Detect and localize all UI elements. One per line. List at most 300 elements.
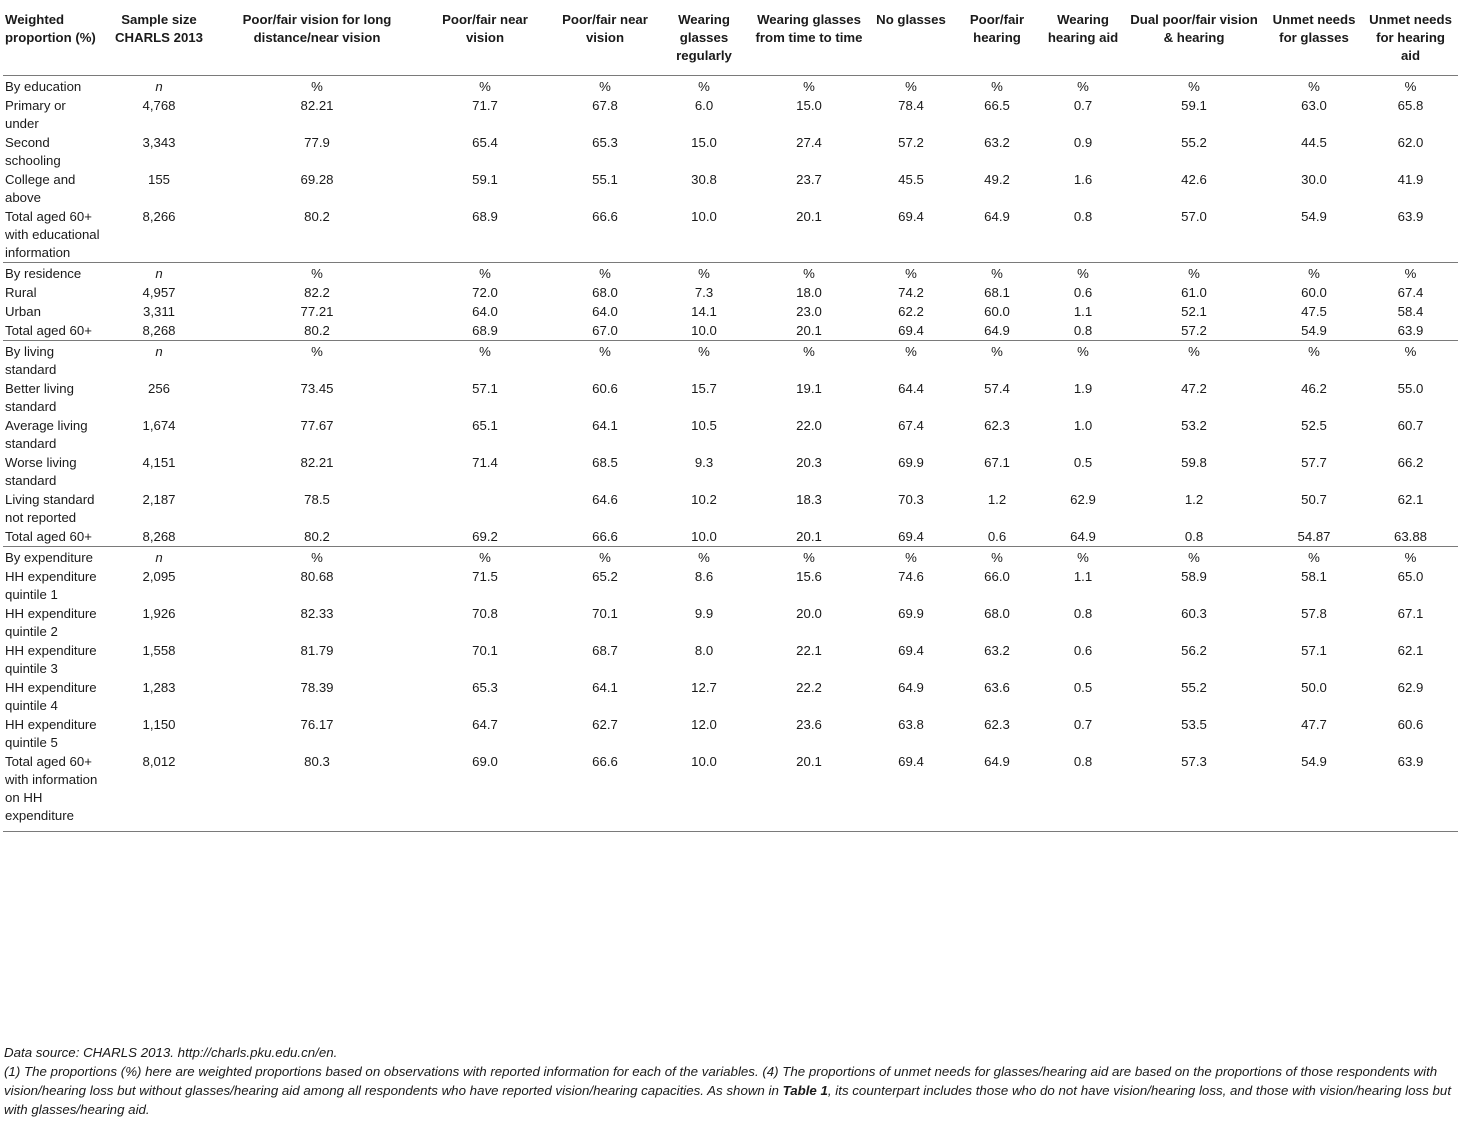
value-cell: 69.4 — [898, 643, 924, 658]
value-cell: 66.2 — [1397, 455, 1424, 470]
value-cell: 1,674 — [142, 418, 176, 433]
value-cell: 69.9 — [898, 455, 924, 470]
section-header-row — [3, 341, 1458, 380]
value-cell: 0.8 — [1184, 529, 1204, 544]
value-cell: 64.9 — [984, 323, 1010, 338]
value-cell: 60.0 — [1301, 285, 1327, 300]
value-cell: 58.4 — [1397, 304, 1424, 319]
value-cell: 54.9 — [1301, 323, 1327, 338]
value-cell: 70.3 — [898, 492, 924, 507]
value-cell: 2,187 — [142, 492, 176, 507]
value-cell: 67.4 — [1397, 285, 1424, 300]
value-cell: 82.33 — [300, 606, 334, 621]
unit-cell: % — [421, 263, 549, 284]
value-cell: 69.4 — [898, 529, 924, 544]
table-row — [3, 490, 1458, 527]
value-cell: 1.6 — [1073, 172, 1093, 187]
value-cell: 69.28 — [300, 172, 334, 187]
value-cell: 1.2 — [987, 492, 1007, 507]
value-cell: 72.0 — [472, 285, 498, 300]
value-cell: 18.0 — [796, 285, 822, 300]
value-cell: 59.1 — [472, 172, 498, 187]
section-label: By residence — [3, 263, 105, 284]
unit-cell: % — [871, 341, 951, 380]
unit-cell: % — [1188, 79, 1200, 94]
section-header-row — [3, 263, 1458, 284]
table-body — [3, 76, 1458, 832]
value-cell: 65.3 — [472, 680, 498, 695]
section-header-row — [3, 76, 1458, 97]
value-cell: 59.1 — [1181, 98, 1207, 113]
value-cell: 69.2 — [472, 529, 498, 544]
unit-cell: % — [549, 341, 661, 380]
value-cell: 68.7 — [592, 643, 618, 658]
value-cell: 10.0 — [661, 752, 747, 832]
value-cell: 66.6 — [592, 529, 618, 544]
table-row — [3, 604, 1458, 641]
value-cell: 67.1 — [1397, 606, 1424, 621]
table-row — [3, 527, 1458, 547]
value-cell: 0.6 — [987, 529, 1007, 544]
row-label: Total aged 60+ with information on HH expenditure — [3, 752, 105, 832]
value-cell: 64.7 — [472, 717, 498, 732]
unit-cell: % — [951, 341, 1043, 380]
value-cell: 65.3 — [592, 135, 618, 150]
value-cell: 8,012 — [105, 752, 213, 832]
value-cell: 1,558 — [142, 643, 176, 658]
value-cell: 63.2 — [984, 643, 1010, 658]
value-cell: 20.1 — [796, 209, 822, 224]
value-cell: 76.17 — [300, 717, 334, 732]
value-cell: 64.0 — [592, 304, 618, 319]
row-label: HH expenditure quintile 3 — [5, 643, 97, 676]
data-table — [3, 5, 1458, 832]
value-cell: 65.4 — [472, 135, 498, 150]
value-cell: 57.8 — [1301, 606, 1327, 621]
value-cell: 69.0 — [421, 752, 549, 832]
value-cell: 1.0 — [1073, 418, 1093, 433]
row-label: HH expenditure quintile 1 — [5, 569, 97, 602]
value-cell: 63.9 — [1363, 752, 1458, 832]
value-cell: 8,268 — [142, 323, 176, 338]
value-cell: 3,311 — [142, 304, 176, 319]
value-cell: 62.7 — [592, 717, 618, 732]
row-label: Rural — [5, 285, 37, 300]
value-cell: 7.3 — [694, 285, 714, 300]
table-row — [3, 641, 1458, 678]
value-cell: 53.5 — [1181, 717, 1207, 732]
value-cell: 47.2 — [1181, 381, 1207, 396]
value-cell: 58.1 — [1301, 569, 1327, 584]
value-cell: 64.9 — [1070, 529, 1096, 544]
value-cell: 67.0 — [592, 323, 618, 338]
value-cell: 80.2 — [304, 529, 330, 544]
value-cell: 20.1 — [796, 323, 822, 338]
value-cell: 30.8 — [691, 172, 717, 187]
value-cell: 0.9 — [1073, 135, 1093, 150]
unit-cell: % — [1077, 79, 1089, 94]
value-cell: 1,283 — [142, 680, 176, 695]
value-cell: 54.9 — [1301, 209, 1327, 224]
value-cell: 57.2 — [1181, 323, 1207, 338]
value-cell: 1,926 — [142, 606, 176, 621]
table-row — [3, 283, 1458, 302]
value-cell: 64.9 — [898, 680, 924, 695]
value-cell: 30.0 — [1301, 172, 1327, 187]
unit-cell: % — [1404, 79, 1417, 94]
table-row — [3, 96, 1458, 133]
value-cell: 71.7 — [472, 98, 498, 113]
value-cell: 12.0 — [691, 717, 717, 732]
value-cell: 55.2 — [1181, 135, 1207, 150]
unit-cell: % — [1123, 341, 1265, 380]
unit-cell: % — [1363, 547, 1458, 568]
row-label: Total aged 60+ — [5, 529, 92, 544]
source-note: Data source: CHARLS 2013. http://charls.pku.edu.cn/en. — [4, 1045, 338, 1060]
value-cell: 77.9 — [304, 135, 330, 150]
unit-cell: n — [105, 341, 213, 380]
row-label: Better living standard — [5, 381, 74, 414]
unit-cell: % — [311, 79, 323, 94]
table-row — [3, 379, 1458, 416]
value-cell: 49.2 — [984, 172, 1010, 187]
value-cell: 60.6 — [592, 381, 618, 396]
row-label: Total aged 60+ — [5, 323, 92, 338]
unit-cell: % — [661, 263, 747, 284]
value-cell: 66.6 — [592, 209, 618, 224]
value-cell: 64.6 — [592, 492, 618, 507]
value-cell: 47.7 — [1301, 717, 1327, 732]
value-cell: 9.3 — [694, 455, 714, 470]
table-row — [3, 170, 1458, 207]
value-cell: 44.5 — [1301, 135, 1327, 150]
row-label: HH expenditure quintile 4 — [5, 680, 97, 713]
value-cell: 57.2 — [898, 135, 924, 150]
value-cell: 77.21 — [300, 304, 334, 319]
column-header: Poor/fair vision for long distance/near vision — [213, 5, 421, 76]
value-cell: 52.5 — [1301, 418, 1327, 433]
table-row — [3, 416, 1458, 453]
value-cell: 50.0 — [1301, 680, 1327, 695]
unit-cell: % — [747, 263, 871, 284]
value-cell: 10.0 — [691, 209, 717, 224]
value-cell: 55.2 — [1181, 680, 1207, 695]
footnote — [4, 1062, 1456, 1119]
table-row — [3, 453, 1458, 490]
unit-cell: % — [1363, 263, 1458, 284]
unit-cell: % — [421, 341, 549, 380]
value-cell: 82.21 — [300, 98, 334, 113]
unit-cell: % — [1308, 79, 1320, 94]
value-cell: 50.7 — [1301, 492, 1327, 507]
value-cell: 15.0 — [691, 135, 717, 150]
column-header: Dual poor/fair vision & hearing — [1123, 5, 1265, 76]
value-cell: 4,957 — [142, 285, 176, 300]
row-label: Total aged 60+ with educational information — [5, 209, 100, 260]
unit-cell: n — [155, 79, 163, 94]
value-cell: 0.8 — [1073, 323, 1093, 338]
value-cell: 53.2 — [1181, 418, 1207, 433]
value-cell: 61.0 — [1181, 285, 1207, 300]
table-row — [3, 302, 1458, 321]
unit-cell: % — [661, 341, 747, 380]
value-cell: 62.9 — [1397, 680, 1424, 695]
value-cell: 8.0 — [694, 643, 714, 658]
value-cell: 62.9 — [1070, 492, 1096, 507]
unit-cell: % — [747, 341, 871, 380]
unit-cell: n — [105, 263, 213, 284]
value-cell: 68.0 — [592, 285, 618, 300]
value-cell: 23.7 — [796, 172, 822, 187]
value-cell: 67.4 — [898, 418, 924, 433]
unit-cell: % — [871, 263, 951, 284]
value-cell: 77.67 — [300, 418, 334, 433]
value-cell: 60.6 — [1397, 717, 1424, 732]
table-row — [3, 321, 1458, 341]
value-cell: 64.9 — [984, 209, 1010, 224]
value-cell: 78.5 — [304, 492, 330, 507]
value-cell: 47.5 — [1301, 304, 1327, 319]
value-cell: 80.2 — [304, 323, 330, 338]
unit-cell: % — [599, 79, 611, 94]
value-cell: 60.0 — [984, 304, 1010, 319]
value-cell: 22.1 — [796, 643, 822, 658]
unit-cell: % — [213, 547, 421, 568]
value-cell: 45.5 — [898, 172, 924, 187]
value-cell: 0.7 — [1073, 98, 1093, 113]
column-header: Unmet needs for glasses — [1265, 5, 1363, 76]
value-cell: 62.3 — [984, 418, 1010, 433]
column-header: No glasses — [871, 5, 951, 76]
unit-cell: % — [991, 79, 1003, 94]
value-cell: 0.8 — [1073, 606, 1093, 621]
value-cell: 68.1 — [984, 285, 1010, 300]
unit-cell: % — [1265, 547, 1363, 568]
column-header: Poor/fair near vision — [421, 5, 549, 76]
value-cell: 54.9 — [1265, 752, 1363, 832]
table-row — [3, 678, 1458, 715]
value-cell: 64.4 — [898, 381, 924, 396]
value-cell: 82.2 — [304, 285, 330, 300]
unit-cell: % — [905, 79, 917, 94]
value-cell: 68.9 — [472, 209, 498, 224]
value-cell: 1.1 — [1073, 304, 1093, 319]
row-label: Worse living standard — [5, 455, 77, 488]
row-label: Average living standard — [5, 418, 88, 451]
value-cell: 57.1 — [472, 381, 498, 396]
unit-cell: % — [549, 547, 661, 568]
value-cell: 57.1 — [1301, 643, 1327, 658]
unit-cell: % — [803, 79, 815, 94]
value-cell: 70.1 — [592, 606, 618, 621]
value-cell: 155 — [147, 172, 170, 187]
unit-cell: % — [549, 263, 661, 284]
row-label: Second schooling — [5, 135, 61, 168]
column-header: Sample size CHARLS 2013 — [105, 5, 213, 76]
value-cell: 20.1 — [796, 529, 822, 544]
value-cell: 1.9 — [1073, 381, 1093, 396]
value-cell: 0.5 — [1073, 680, 1093, 695]
unit-cell: % — [1043, 263, 1123, 284]
unit-cell: % — [871, 547, 951, 568]
section-header-row — [3, 547, 1458, 568]
value-cell: 4,768 — [142, 98, 176, 113]
column-header: Wearing glasses from time to time — [747, 5, 871, 76]
section-label: By education — [5, 79, 82, 94]
value-cell: 80.2 — [304, 209, 330, 224]
value-cell: 55.0 — [1397, 381, 1424, 396]
value-cell: 60.7 — [1397, 418, 1424, 433]
table-row — [3, 752, 1458, 832]
row-label: HH expenditure quintile 2 — [5, 606, 97, 639]
value-cell: 19.1 — [796, 381, 822, 396]
value-cell: 27.4 — [796, 135, 822, 150]
value-cell: 66.6 — [549, 752, 661, 832]
value-cell: 0.7 — [1073, 717, 1093, 732]
footnote-part-b: , its counterpart includes those who do not have vision/hearing loss, and those with vision/hearing loss but with glasses/hearing aid. — [4, 1083, 1452, 1117]
value-cell: 1.2 — [1184, 492, 1204, 507]
unit-cell: % — [1363, 341, 1458, 380]
unit-cell: % — [1265, 341, 1363, 380]
value-cell: 2,095 — [142, 569, 176, 584]
table-reference-link[interactable]: Table 1 — [782, 1083, 828, 1098]
table-notes — [4, 1043, 1456, 1119]
unit-cell: % — [213, 341, 421, 380]
row-label: College and above — [5, 172, 76, 205]
value-cell: 57.4 — [984, 381, 1010, 396]
unit-cell: % — [661, 547, 747, 568]
value-cell: 78.39 — [300, 680, 334, 695]
value-cell: 59.8 — [1181, 455, 1207, 470]
unit-cell: % — [479, 79, 491, 94]
value-cell: 67.8 — [592, 98, 618, 113]
unit-cell: % — [747, 547, 871, 568]
footnote-part-a: (1) The proportions (%) here are weighted proportions based on observations with reported information for each of the variables. (4) The proportions of unmet needs for glasses/hearing aid are based on the proportions of those respondents with vision/hearing loss but without glasses/hearing aid among all respondents who have reported vision/hearing capacities. As shown in — [4, 1064, 1438, 1098]
value-cell: 1.1 — [1073, 569, 1093, 584]
value-cell: 64.1 — [592, 680, 618, 695]
value-cell: 82.21 — [300, 455, 334, 470]
value-cell: 14.1 — [691, 304, 717, 319]
value-cell: 62.2 — [898, 304, 924, 319]
value-cell: 63.8 — [898, 717, 924, 732]
value-cell: 20.1 — [747, 752, 871, 832]
value-cell: 256 — [147, 381, 170, 396]
section-label: By living standard — [3, 341, 105, 380]
value-cell: 64.1 — [592, 418, 618, 433]
value-cell: 78.4 — [898, 98, 924, 113]
value-cell: 65.2 — [592, 569, 618, 584]
value-cell: 62.3 — [984, 717, 1010, 732]
value-cell: 52.1 — [1181, 304, 1207, 319]
table-row — [3, 207, 1458, 263]
value-cell: 10.5 — [691, 418, 717, 433]
value-cell: 0.8 — [1043, 752, 1123, 832]
value-cell: 15.0 — [796, 98, 822, 113]
value-cell: 69.4 — [898, 209, 924, 224]
value-cell: 15.7 — [691, 381, 717, 396]
value-cell: 22.2 — [796, 680, 822, 695]
table-row — [3, 133, 1458, 170]
value-cell: 80.68 — [300, 569, 334, 584]
value-cell: 63.88 — [1393, 529, 1427, 544]
value-cell: 74.6 — [898, 569, 924, 584]
value-cell: 1,150 — [142, 717, 176, 732]
column-header: Poor/fair near vision — [549, 5, 661, 76]
value-cell: 80.3 — [213, 752, 421, 832]
value-cell: 68.9 — [472, 323, 498, 338]
unit-cell: % — [951, 263, 1043, 284]
unit-cell: % — [698, 79, 710, 94]
row-label: Urban — [5, 304, 41, 319]
value-cell: 71.4 — [472, 455, 498, 470]
unit-cell: % — [213, 263, 421, 284]
value-cell: 62.0 — [1397, 135, 1424, 150]
value-cell: 66.0 — [984, 569, 1010, 584]
value-cell: 64.9 — [951, 752, 1043, 832]
column-header: Poor/fair hearing — [951, 5, 1043, 76]
value-cell: 65.0 — [1397, 569, 1424, 584]
unit-cell: % — [1123, 263, 1265, 284]
value-cell: 62.1 — [1397, 492, 1424, 507]
value-cell — [421, 490, 549, 527]
unit-cell: % — [1123, 547, 1265, 568]
unit-cell: % — [1043, 341, 1123, 380]
value-cell: 69.4 — [898, 323, 924, 338]
value-cell: 8.6 — [694, 569, 714, 584]
value-cell: 70.8 — [472, 606, 498, 621]
value-cell: 58.9 — [1181, 569, 1207, 584]
value-cell: 20.0 — [796, 606, 822, 621]
value-cell: 70.1 — [472, 643, 498, 658]
unit-cell: n — [105, 547, 213, 568]
value-cell: 41.9 — [1397, 172, 1424, 187]
row-label: HH expenditure quintile 5 — [5, 717, 97, 750]
value-cell: 65.1 — [472, 418, 498, 433]
column-header: Weighted proportion (%) — [3, 5, 105, 76]
unit-cell: % — [421, 547, 549, 568]
value-cell: 10.2 — [691, 492, 717, 507]
value-cell: 0.5 — [1073, 455, 1093, 470]
value-cell: 8,266 — [142, 209, 176, 224]
section-label: By expenditure — [3, 547, 105, 568]
value-cell: 67.1 — [984, 455, 1010, 470]
value-cell: 10.0 — [691, 529, 717, 544]
column-header: Wearing hearing aid — [1043, 5, 1123, 76]
value-cell: 42.6 — [1181, 172, 1207, 187]
column-header: Wearing glasses regularly — [661, 5, 747, 76]
value-cell: 23.6 — [796, 717, 822, 732]
value-cell: 63.2 — [984, 135, 1010, 150]
value-cell: 18.3 — [796, 492, 822, 507]
value-cell: 81.79 — [300, 643, 334, 658]
value-cell: 57.0 — [1181, 209, 1207, 224]
column-header: Unmet needs for hearing aid — [1363, 5, 1458, 76]
unit-cell: % — [1265, 263, 1363, 284]
value-cell: 15.6 — [796, 569, 822, 584]
value-cell: 20.3 — [796, 455, 822, 470]
value-cell: 62.1 — [1397, 643, 1424, 658]
value-cell: 57.3 — [1123, 752, 1265, 832]
value-cell: 68.0 — [984, 606, 1010, 621]
value-cell: 74.2 — [898, 285, 924, 300]
value-cell: 65.8 — [1397, 98, 1424, 113]
value-cell: 57.7 — [1301, 455, 1327, 470]
value-cell: 63.9 — [1397, 323, 1424, 338]
value-cell: 54.87 — [1297, 529, 1331, 544]
value-cell: 23.0 — [796, 304, 822, 319]
value-cell: 66.5 — [984, 98, 1010, 113]
value-cell: 12.7 — [691, 680, 717, 695]
